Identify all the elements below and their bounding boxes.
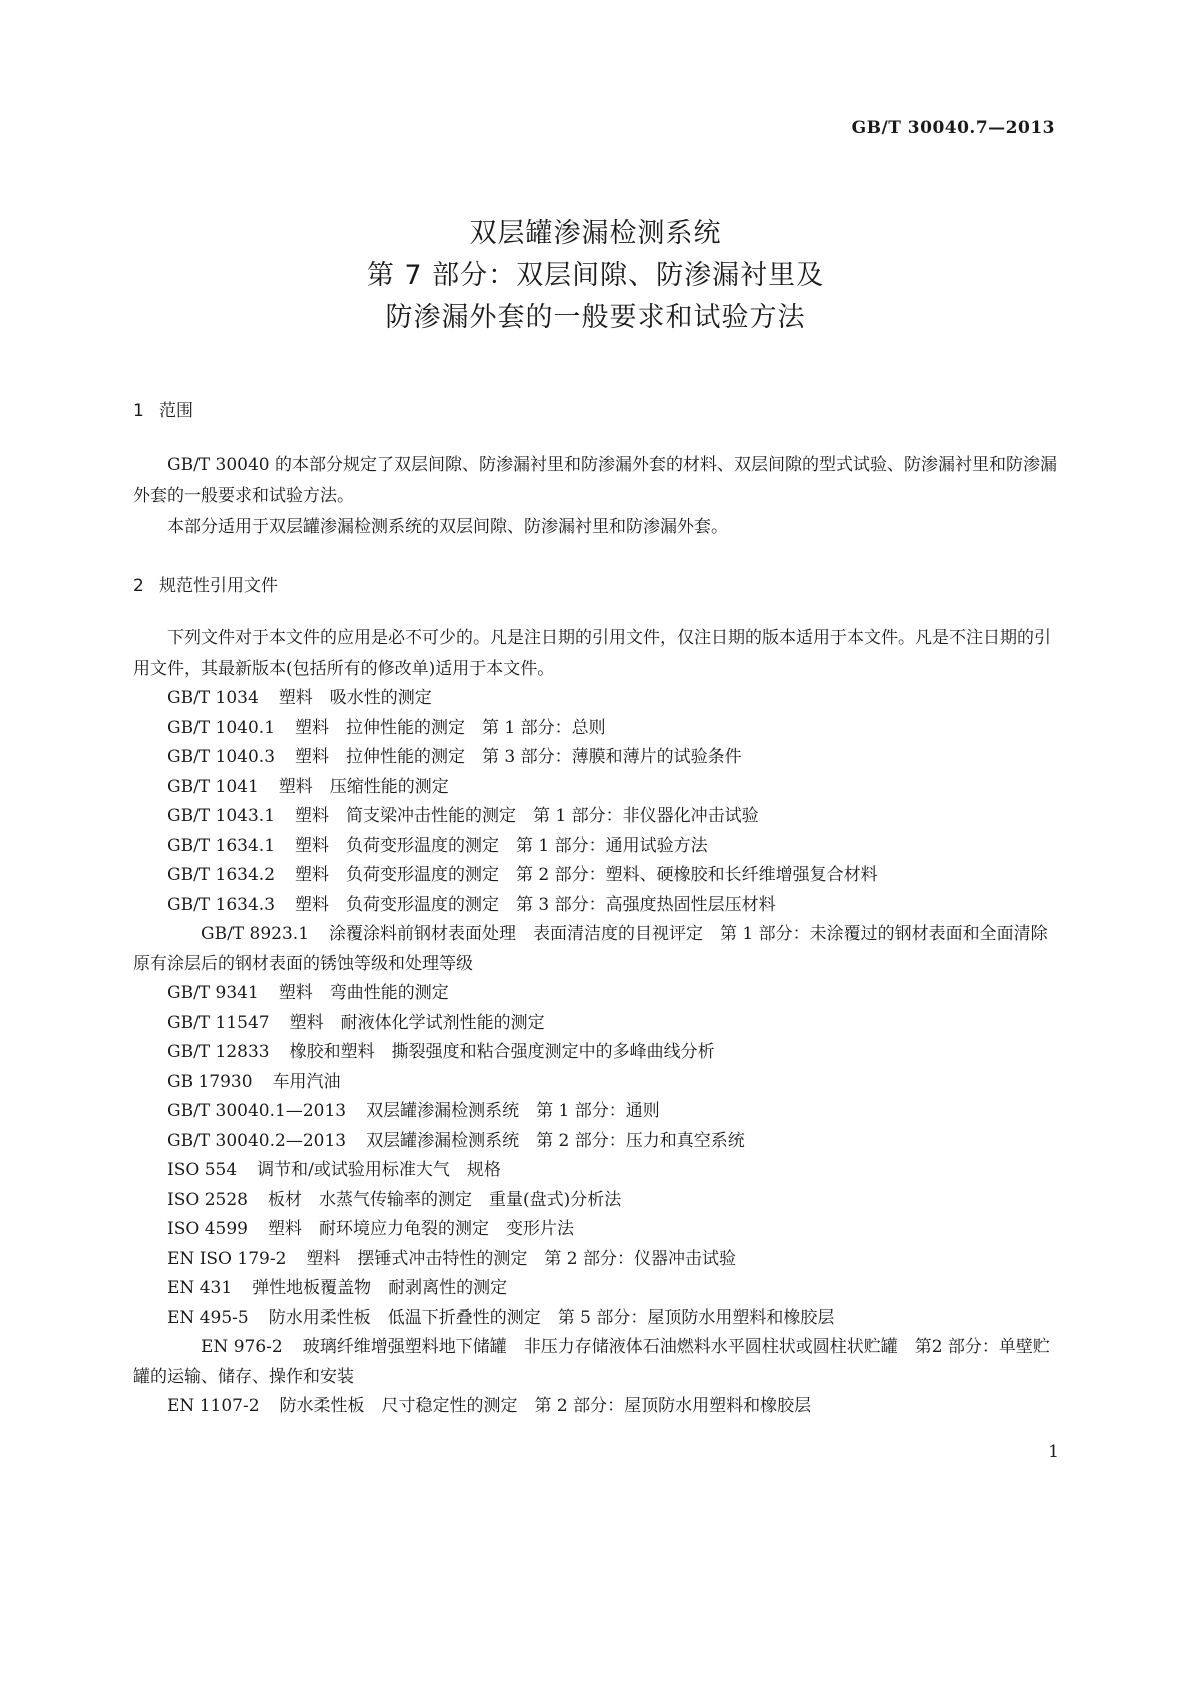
- reference-item: [133, 1097, 1058, 1127]
- reference-title: 塑料 摆锤式冲击特性的测定 第 2 部分：仪器冲击试验: [306, 1248, 737, 1269]
- document-title: [0, 213, 1191, 339]
- reference-code: GB/T 8923.1: [201, 924, 310, 944]
- reference-title: 塑料 耐液体化学试剂性能的测定: [289, 1012, 545, 1033]
- section-2-intro-paragraph: 下列文件对于本文件的应用是必不可少的。凡是注日期的引用文件，仅注日期的版本适用于本文件。凡是不注日期的引用文件，其最新版本(包括所有的修改单)适用于本文件。: [133, 628, 1051, 679]
- reference-item: [133, 979, 1058, 1009]
- reference-title: 塑料 负荷变形温度的测定 第 1 部分：通用试验方法: [295, 835, 708, 856]
- reference-item: [133, 861, 1058, 891]
- reference-code: GB/T 1634.1: [167, 835, 276, 856]
- reference-code: ISO 2528: [167, 1189, 248, 1210]
- reference-title: 塑料 压缩性能的测定: [278, 776, 449, 797]
- reference-item: [133, 1392, 1058, 1422]
- reference-code: GB/T 30040.2—2013: [167, 1130, 347, 1151]
- reference-item: [133, 1304, 1058, 1334]
- reference-code: GB/T 1634.3: [167, 894, 276, 915]
- reference-code: ISO 4599: [167, 1219, 248, 1239]
- reference-title: 双层罐渗漏检测系统 第 1 部分：通则: [366, 1101, 660, 1121]
- section-1-paragraph-2: 本部分适用于双层罐渗漏检测系统的双层间隙、防渗漏衬里和防渗漏外套。: [167, 517, 728, 537]
- reference-item: [133, 920, 1058, 979]
- reference-title: 车用汽油: [272, 1071, 341, 1092]
- title-line-2: 第 7 部分：双层间隙、防渗漏衬里及: [366, 260, 825, 291]
- reference-item: [133, 714, 1058, 744]
- reference-item: [133, 743, 1058, 773]
- section-2-intro: [133, 623, 1058, 685]
- section-1-number: 1: [133, 401, 144, 421]
- reference-item: [133, 773, 1058, 803]
- reference-code: GB/T 11547: [167, 1012, 270, 1033]
- title-line-3: 防渗漏外套的一般要求和试验方法: [385, 302, 806, 333]
- reference-code: EN 976-2: [201, 1337, 283, 1357]
- reference-code: GB/T 1034: [167, 688, 259, 708]
- reference-item: [133, 1333, 1058, 1392]
- reference-item: [133, 1127, 1058, 1157]
- section-1-title: 范围: [159, 401, 193, 421]
- reference-title: 塑料 负荷变形温度的测定 第 3 部分：高强度热固性层压材料: [295, 894, 776, 915]
- reference-title: 塑料 负荷变形温度的测定 第 2 部分：塑料、硬橡胶和长纤维增强复合材料: [295, 865, 878, 885]
- reference-title: 塑料 拉伸性能的测定 第 1 部分：总则: [295, 717, 606, 738]
- standard-number: GB/T 30040.7—2013: [851, 118, 1055, 138]
- reference-code: GB 17930: [167, 1071, 253, 1092]
- reference-item: [133, 1274, 1058, 1304]
- reference-title: 塑料 吸水性的测定: [278, 688, 432, 708]
- reference-title: 玻璃纤维增强塑料地下储罐 非压力存储液体石油燃料水平圆柱状或圆柱状贮罐 第2 部分：单壁贮罐的运输、储存、操作和安装: [133, 1337, 1050, 1387]
- reference-title: 塑料 耐环境应力龟裂的测定 变形片法: [267, 1219, 574, 1239]
- reference-code: EN 431: [167, 1278, 233, 1298]
- reference-item: [133, 1156, 1058, 1186]
- reference-code: EN ISO 179-2: [167, 1248, 287, 1269]
- reference-item: [133, 1186, 1058, 1216]
- reference-code: EN 495-5: [167, 1307, 249, 1328]
- reference-item: [133, 802, 1058, 832]
- reference-code: GB/T 1634.2: [167, 865, 276, 885]
- reference-code: GB/T 30040.1—2013: [167, 1101, 347, 1121]
- reference-code: ISO 554: [167, 1160, 238, 1180]
- section-1-paragraph-1: GB/T 30040 的本部分规定了双层间隙、防渗漏衬里和防渗漏外套的材料、双层间隙的型式试验、防渗漏衬里和防渗漏外套的一般要求和试验方法。: [133, 455, 1058, 506]
- page-number: 1: [1048, 1442, 1059, 1462]
- reference-title: 调节和/或试验用标准大气 规格: [257, 1160, 501, 1180]
- section-1-body: [133, 450, 1058, 543]
- reference-code: GB/T 1040.1: [167, 717, 276, 738]
- reference-code: GB/T 1041: [167, 776, 259, 797]
- reference-title: 板材 水蒸气传输率的测定 重量(盘式)分析法: [267, 1189, 622, 1210]
- reference-item: [133, 891, 1058, 921]
- section-2-heading: [133, 571, 278, 596]
- section-2-title: 规范性引用文件: [159, 576, 278, 596]
- title-line-1: 双层罐渗漏检测系统: [469, 218, 722, 249]
- reference-code: EN 1107-2: [167, 1396, 260, 1416]
- reference-code: GB/T 1040.3: [167, 747, 276, 767]
- reference-item: [133, 684, 1058, 714]
- reference-item: [133, 832, 1058, 862]
- normative-references-list: [133, 684, 1058, 1422]
- section-1-heading: [133, 396, 193, 421]
- reference-title: 涂覆涂料前钢材表面处理 表面清洁度的目视评定 第 1 部分：未涂覆过的钢材表面和全面清除原有涂层后的钢材表面的锈蚀等级和处理等级: [133, 924, 1048, 974]
- reference-item: [133, 1009, 1058, 1039]
- reference-title: 塑料 拉伸性能的测定 第 3 部分：薄膜和薄片的试验条件: [295, 747, 742, 767]
- reference-code: GB/T 12833: [167, 1042, 270, 1062]
- reference-code: GB/T 9341: [167, 983, 259, 1003]
- reference-title: 双层罐渗漏检测系统 第 2 部分：压力和真空系统: [366, 1130, 745, 1151]
- reference-title: 塑料 弯曲性能的测定: [278, 983, 449, 1003]
- reference-item: [133, 1068, 1058, 1098]
- reference-title: 防水用柔性板 低温下折叠性的测定 第 5 部分：屋顶防水用塑料和橡胶层: [268, 1307, 835, 1328]
- section-2-number: 2: [133, 576, 144, 596]
- reference-title: 塑料 简支梁冲击性能的测定 第 1 部分：非仪器化冲击试验: [295, 806, 759, 826]
- reference-item: [133, 1215, 1058, 1245]
- reference-title: 弹性地板覆盖物 耐剥离性的测定: [252, 1278, 508, 1298]
- reference-item: [133, 1038, 1058, 1068]
- reference-code: GB/T 1043.1: [167, 806, 276, 826]
- reference-title: 橡胶和塑料 撕裂强度和粘合强度测定中的多峰曲线分析: [289, 1042, 715, 1062]
- reference-item: [133, 1245, 1058, 1275]
- reference-title: 防水柔性板 尺寸稳定性的测定 第 2 部分：屋顶防水用塑料和橡胶层: [279, 1396, 812, 1416]
